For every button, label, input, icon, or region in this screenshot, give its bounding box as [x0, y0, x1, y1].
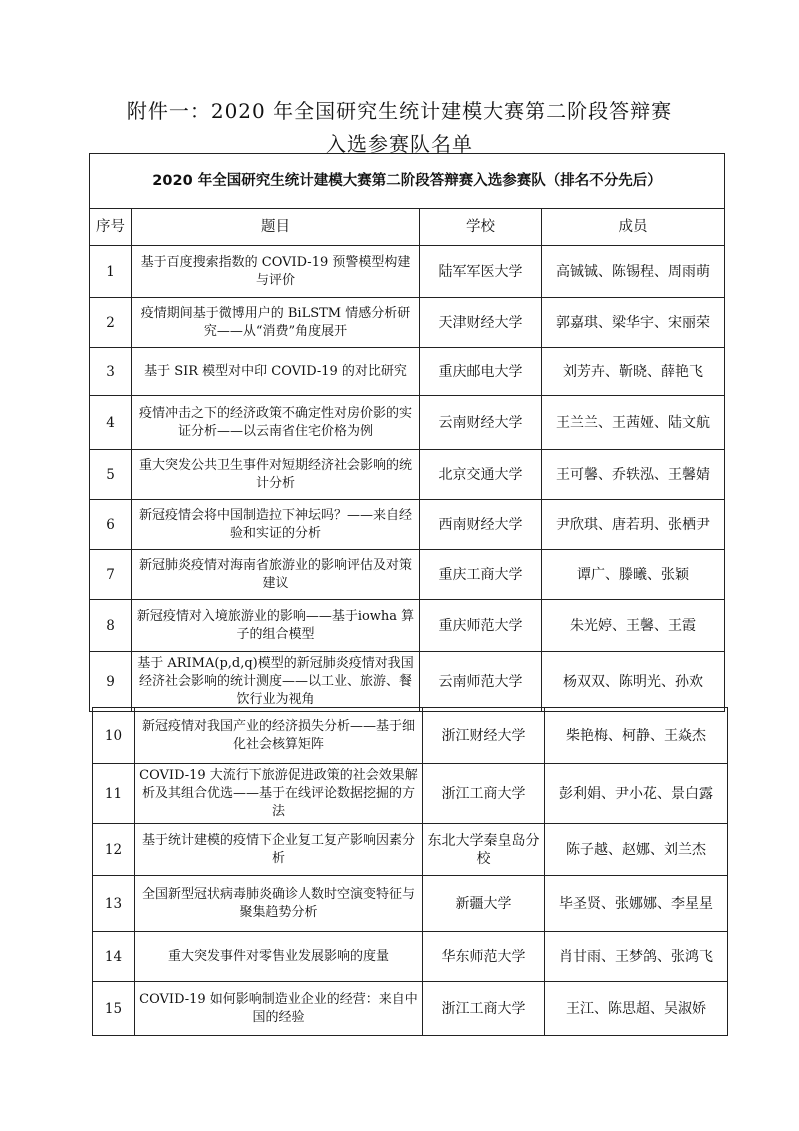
table-row: [93, 708, 728, 764]
row-school: 浙江工商大学: [423, 982, 545, 1036]
row-school: 浙江财经大学: [423, 708, 545, 764]
row-members: 王兰兰、王茜娅、陆文航: [542, 396, 725, 450]
row-number: 5: [90, 450, 132, 500]
row-school: 浙江工商大学: [423, 764, 545, 824]
row-school: 云南师范大学: [420, 652, 542, 712]
row-topic: 疫情冲击之下的经济政策不确定性对房价影的实证分析——以云南省住宅价格为例: [132, 396, 420, 450]
row-topic: COVID-19 如何影响制造业企业的经营：来自中国的经验: [135, 982, 423, 1036]
row-members: 谭广、滕曦、张颖: [542, 550, 725, 600]
table-row: [90, 396, 725, 450]
table-row: [90, 500, 725, 550]
row-number: 11: [93, 764, 135, 824]
row-topic: 重大突发事件对零售业发展影响的度量: [135, 932, 423, 982]
row-members: 尹欣琪、唐若玥、张栖尹: [542, 500, 725, 550]
table-row: [93, 764, 728, 824]
document-title-line-2: 入选参赛队名单: [326, 132, 473, 156]
table-row: [93, 932, 728, 982]
row-number: 14: [93, 932, 135, 982]
row-topic: 疫情期间基于微博用户的 BiLSTM 情感分析研究——从“消费”角度展开: [132, 298, 420, 348]
row-members: 朱光婷、王馨、王霞: [542, 600, 725, 652]
table-row: [90, 298, 725, 348]
document-title-line-1: 附件一：2020 年全国研究生统计建模大赛第二阶段答辩赛: [126, 99, 673, 123]
table-row: [90, 450, 725, 500]
row-school: 西南财经大学: [420, 500, 542, 550]
row-topic: 新冠肺炎疫情对海南省旅游业的影响评估及对策建议: [132, 550, 420, 600]
row-school: 重庆工商大学: [420, 550, 542, 600]
table-caption: 2020 年全国研究生统计建模大赛第二阶段答辩赛入选参赛队（排名不分先后）: [90, 154, 725, 209]
row-school: 东北大学秦皇岛分校: [423, 824, 545, 876]
row-number: 9: [90, 652, 132, 712]
row-members: 刘芳卉、靳晓、薛艳飞: [542, 348, 725, 396]
row-members: 彭利娟、尹小花、景白露: [545, 764, 728, 824]
row-school: 华东师范大学: [423, 932, 545, 982]
row-topic: 新冠疫情会将中国制造拉下神坛吗？——来自经验和实证的分析: [132, 500, 420, 550]
row-number: 7: [90, 550, 132, 600]
table-row: [93, 824, 728, 876]
row-number: 12: [93, 824, 135, 876]
row-school: 重庆邮电大学: [420, 348, 542, 396]
row-topic: 全国新型冠状病毒肺炎确诊人数时空演变特征与聚集趋势分析: [135, 876, 423, 932]
row-members: 陈子越、赵娜、刘兰杰: [545, 824, 728, 876]
table-row: [90, 652, 725, 712]
row-members: 王江、陈思超、吴淑娇: [545, 982, 728, 1036]
row-members: 高铖铖、陈锡程、周雨萌: [542, 246, 725, 298]
table-row: [90, 600, 725, 652]
row-number: 10: [93, 708, 135, 764]
row-topic: 新冠疫情对我国产业的经济损失分析——基于细化社会核算矩阵: [135, 708, 423, 764]
header-members: 成员: [542, 209, 725, 246]
row-members: 柴艳梅、柯静、王焱杰: [545, 708, 728, 764]
row-number: 8: [90, 600, 132, 652]
row-number: 6: [90, 500, 132, 550]
header-school: 学校: [420, 209, 542, 246]
row-members: 郭嘉琪、梁华宇、宋丽荣: [542, 298, 725, 348]
header-no: 序号: [90, 209, 132, 246]
row-number: 2: [90, 298, 132, 348]
row-number: 1: [90, 246, 132, 298]
table-row: [90, 550, 725, 600]
row-number: 4: [90, 396, 132, 450]
row-school: 北京交通大学: [420, 450, 542, 500]
row-school: 重庆师范大学: [420, 600, 542, 652]
header-topic: 题目: [132, 209, 420, 246]
table-row: [90, 246, 725, 298]
table-row: [93, 982, 728, 1036]
table-row: [90, 348, 725, 396]
row-members: 毕圣贤、张娜娜、李星星: [545, 876, 728, 932]
table-header-row: [90, 209, 725, 246]
row-topic: 新冠疫情对入境旅游业的影响——基于iowha 算子的组合模型: [132, 600, 420, 652]
row-topic: 基于百度搜索指数的 COVID-19 预警模型构建与评价: [132, 246, 420, 298]
row-members: 杨双双、陈明光、孙欢: [542, 652, 725, 712]
row-number: 13: [93, 876, 135, 932]
row-school: 陆军军医大学: [420, 246, 542, 298]
table-row: [93, 876, 728, 932]
row-topic: COVID-19 大流行下旅游促进政策的社会效果解析及其组合优选——基于在线评论数据挖掘的方法: [135, 764, 423, 824]
teams-table-page-part-2: [92, 707, 728, 1036]
row-members: 王可馨、乔轶泓、王馨婧: [542, 450, 725, 500]
row-topic: 基于统计建模的疫情下企业复工复产影响因素分析: [135, 824, 423, 876]
teams-table-page-part-1: [89, 153, 725, 712]
row-members: 肖甘雨、王梦鸽、张鸿飞: [545, 932, 728, 982]
row-number: 15: [93, 982, 135, 1036]
row-school: 云南财经大学: [420, 396, 542, 450]
row-topic: 基于 SIR 模型对中印 COVID-19 的对比研究: [132, 348, 420, 396]
row-school: 新疆大学: [423, 876, 545, 932]
row-topic: 重大突发公共卫生事件对短期经济社会影响的统计分析: [132, 450, 420, 500]
row-school: 天津财经大学: [420, 298, 542, 348]
row-number: 3: [90, 348, 132, 396]
row-topic: 基于 ARIMA(p,d,q)模型的新冠肺炎疫情对我国经济社会影响的统计测度——以工业、旅游、餐饮行业为视角: [132, 652, 420, 712]
